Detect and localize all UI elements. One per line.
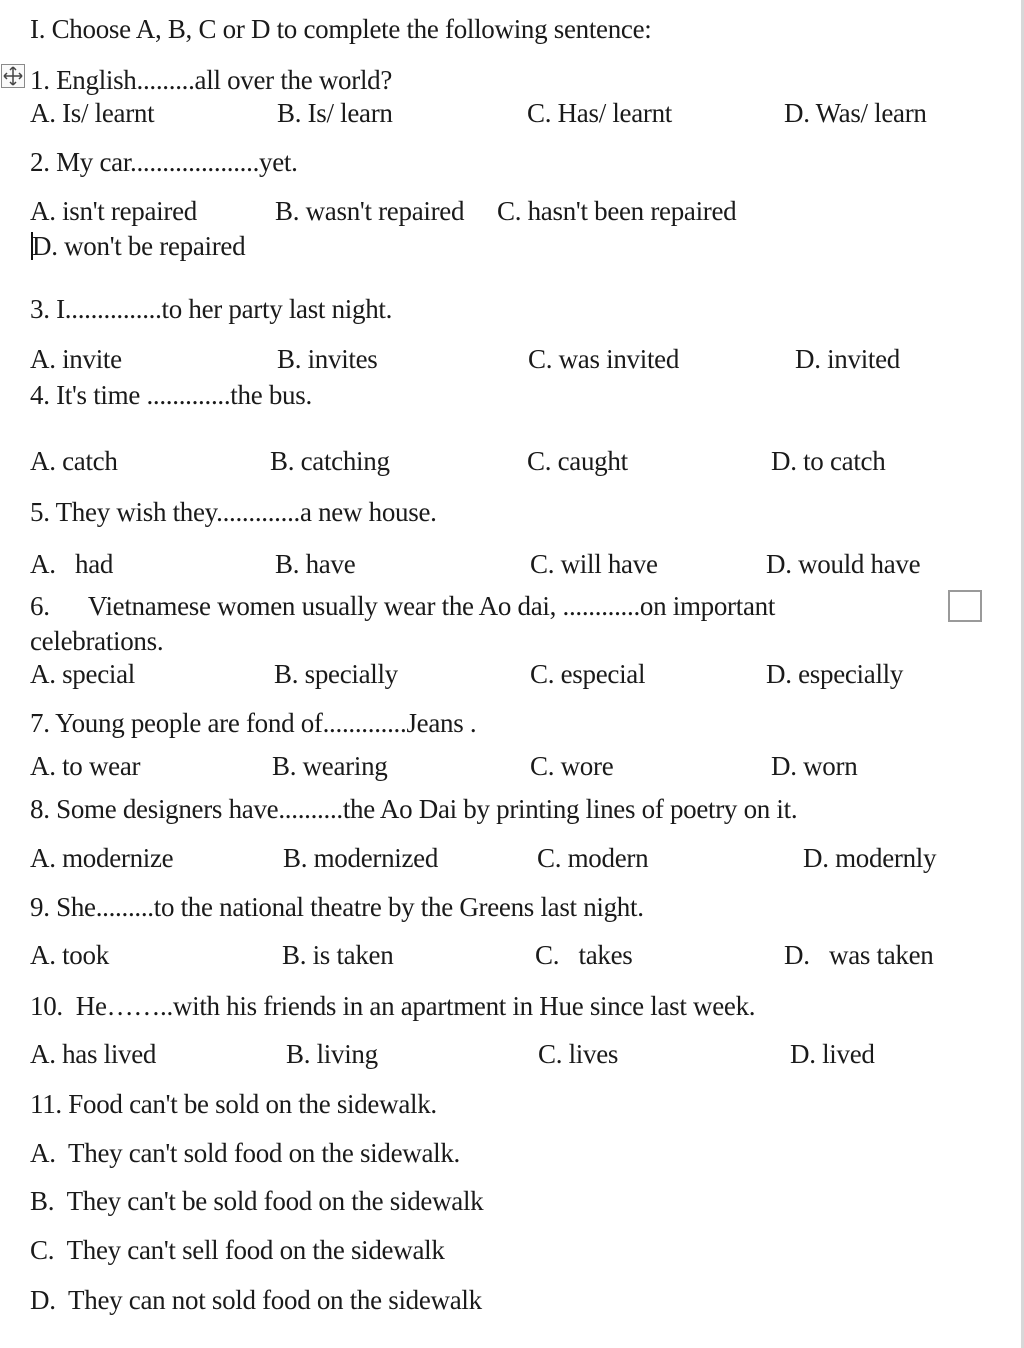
question-2: 2. My car....................yet. bbox=[30, 147, 298, 177]
q11-option-a: A. They can't sold food on the sidewalk. bbox=[30, 1138, 460, 1168]
q8-option-a: A. modernize bbox=[30, 843, 174, 873]
q1-option-a: A. Is/ learnt bbox=[30, 98, 155, 128]
q6-option-a: A. special bbox=[30, 659, 135, 689]
q5-option-a: A. had bbox=[30, 549, 114, 579]
q6-option-c: C. especial bbox=[530, 659, 646, 689]
q3-option-a: A. invite bbox=[30, 344, 122, 374]
q10-option-b: B. living bbox=[286, 1039, 378, 1069]
question-5: 5. They wish they.............a new house. bbox=[30, 497, 437, 527]
move-arrows-icon[interactable] bbox=[1, 64, 25, 88]
q9-option-c: C. takes bbox=[535, 940, 633, 970]
q7-option-c: C. wore bbox=[530, 751, 614, 781]
q6-option-b: B. specially bbox=[274, 659, 398, 689]
question-1: 1. English.........all over the world? bbox=[30, 65, 393, 95]
q4-option-c: C. caught bbox=[527, 446, 628, 476]
q8-option-d: D. modernly bbox=[803, 843, 937, 873]
worksheet-heading: I. Choose A, B, C or D to complete the following sentence: bbox=[30, 14, 652, 44]
q10-option-d: D. lived bbox=[790, 1039, 875, 1069]
q8-option-b: B. modernized bbox=[283, 843, 439, 873]
question-10: 10. He……..with his friends in an apartment in Hue since last week. bbox=[30, 991, 756, 1021]
q1-option-c: C. Has/ learnt bbox=[527, 98, 673, 128]
q1-option-b: B. Is/ learn bbox=[277, 98, 393, 128]
question-4: 4. It's time .............the bus. bbox=[30, 380, 312, 410]
q2-option-a: A. isn't repaired bbox=[30, 196, 197, 226]
q5-option-d: D. would have bbox=[766, 549, 921, 579]
question-3: 3. I...............to her party last night. bbox=[30, 294, 393, 324]
q9-option-a: A. took bbox=[30, 940, 109, 970]
q7-option-a: A. to wear bbox=[30, 751, 141, 781]
q5-option-b: B. have bbox=[275, 549, 356, 579]
question-6-continued: celebrations. bbox=[30, 626, 164, 656]
q4-option-d: D. to catch bbox=[771, 446, 886, 476]
checkbox-icon[interactable] bbox=[948, 590, 982, 622]
q11-option-d: D. They can not sold food on the sidewalk bbox=[30, 1285, 482, 1315]
q2-option-b: B. wasn't repaired bbox=[275, 196, 465, 226]
q11-option-b: B. They can't be sold food on the sidewalk bbox=[30, 1186, 484, 1216]
q3-option-c: C. was invited bbox=[528, 344, 680, 374]
q11-option-c: C. They can't sell food on the sidewalk bbox=[30, 1235, 445, 1265]
q10-option-c: C. lives bbox=[538, 1039, 619, 1069]
q7-option-d: D. worn bbox=[771, 751, 858, 781]
q3-option-b: B. invites bbox=[277, 344, 378, 374]
q9-option-d: D. was taken bbox=[784, 940, 934, 970]
question-9: 9. She.........to the national theatre by the Greens last night. bbox=[30, 892, 644, 922]
question-11: 11. Food can't be sold on the sidewalk. bbox=[30, 1089, 437, 1119]
q2-option-d: D. won't be repaired bbox=[32, 231, 246, 261]
q8-option-c: C. modern bbox=[537, 843, 649, 873]
q9-option-b: B. is taken bbox=[282, 940, 394, 970]
q5-option-c: C. will have bbox=[530, 549, 658, 579]
question-7: 7. Young people are fond of.............Jeans . bbox=[30, 708, 477, 738]
q7-option-b: B. wearing bbox=[272, 751, 388, 781]
q4-option-b: B. catching bbox=[270, 446, 390, 476]
question-8: 8. Some designers have..........the Ao Dai by printing lines of poetry on it. bbox=[30, 794, 798, 824]
q10-option-a: A. has lived bbox=[30, 1039, 157, 1069]
q3-option-d: D. invited bbox=[795, 344, 900, 374]
q4-option-a: A. catch bbox=[30, 446, 118, 476]
question-6: 6. Vietnamese women usually wear the Ao dai, ............on important bbox=[30, 591, 776, 621]
q6-option-d: D. especially bbox=[766, 659, 904, 689]
q1-option-d: D. Was/ learn bbox=[784, 98, 927, 128]
q2-option-c: C. hasn't been repaired bbox=[497, 196, 737, 226]
